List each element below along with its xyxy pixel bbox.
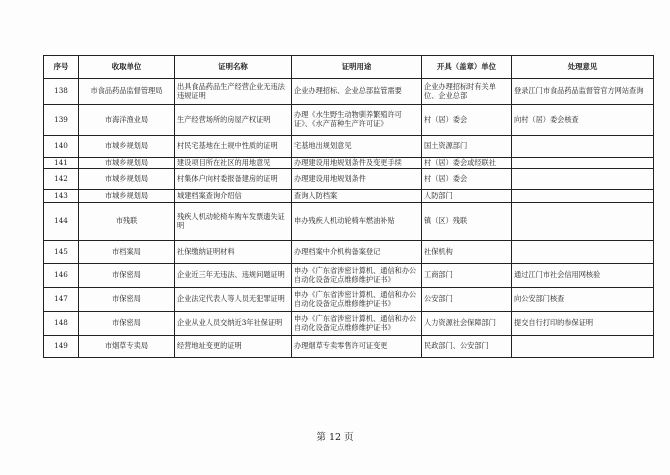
cell-opinion: 通过江门市社会信用网核验 [512,264,654,288]
cell-unit: 市档案局 [79,241,175,264]
cell-cert: 企业从业人员交纳近3年社保证明 [175,312,292,336]
cell-unit: 市食品药品监督管理局 [79,79,175,105]
cell-issuer: 人防部门 [422,190,512,203]
cell-issuer: 国土资源部门 [422,136,512,158]
header-unit: 收取单位 [79,56,175,79]
cell-opinion: 向村（居）委会核查 [512,105,654,136]
cell-use: 申办《广东省涉密计算机、通信和办公自动化设备定点维修维护证书》 [292,264,422,288]
cell-opinion [512,169,654,190]
page-number: 第 12 页 [316,432,354,443]
cell-opinion [512,136,654,158]
cell-unit: 市残联 [79,203,175,241]
table-row [44,105,654,136]
header-opinion: 处理意见 [512,56,654,79]
cell-issuer: 镇（区）残联 [422,203,512,241]
cell-unit: 市海洋渔业局 [79,105,175,136]
table-row [44,169,654,190]
table-row [44,158,654,169]
table-row [44,336,654,358]
cell-no: 147 [44,288,79,312]
cell-use: 办理建设用地规划条件 [292,169,422,190]
cell-opinion: 向公安部门核查 [512,288,654,312]
cell-use: 申办《广东省涉密计算机、通信和办公自动化设备定点维修维护证书》 [292,312,422,336]
cell-no: 144 [44,203,79,241]
cell-unit: 市城乡规划局 [79,169,175,190]
cell-no: 148 [44,312,79,336]
cell-use: 企业办理招标、企业总部监管需要 [292,79,422,105]
certificate-table [43,55,654,358]
cell-cert: 残疾人机动轮椅车购车发票遗失证明 [175,203,292,241]
cell-no: 141 [44,158,79,169]
cell-no: 140 [44,136,79,158]
cell-use: 申办《广东省涉密计算机、通信和办公自动化设备定点维修维护证书》 [292,288,422,312]
cell-issuer: 民政部门、公安部门 [422,336,512,358]
cell-use: 查询人防档案 [292,190,422,203]
cell-no: 138 [44,79,79,105]
cell-opinion [512,336,654,358]
table-row [44,264,654,288]
cell-opinion [512,190,654,203]
cell-use: 办理《水生野生动物驯养繁殖许可证》、《水产苗种生产许可证》 [292,105,422,136]
cell-opinion [512,241,654,264]
cell-use: 办理烟草专卖零售许可证变更 [292,336,422,358]
header-cert: 证明名称 [175,56,292,79]
cell-opinion [512,158,654,169]
cell-opinion: 登录江门市食品药品监督管官方网站查询 [512,79,654,105]
cell-issuer: 村（居）委会 [422,105,512,136]
cell-cert: 生产经营场所的房屋产权证明 [175,105,292,136]
cell-cert: 城建档案查询介绍信 [175,190,292,203]
cell-no: 149 [44,336,79,358]
table-header-row [44,56,654,79]
table-row [44,312,654,336]
cell-use: 办理档案中介机构备案登记 [292,241,422,264]
cell-unit: 市保密局 [79,312,175,336]
cell-cert: 村集体户向村委报备建房的证明 [175,169,292,190]
cell-issuer: 人力资源社会保障部门 [422,312,512,336]
cell-use: 宅基地出规划意见 [292,136,422,158]
cell-cert: 村民宅基地在土规中性质的证明 [175,136,292,158]
table-row [44,190,654,203]
cell-opinion: 提交自行打印的参保证明 [512,312,654,336]
cell-opinion [512,203,654,241]
cell-cert: 企业法定代表人等人员无犯罪证明 [175,288,292,312]
cell-unit: 市保密局 [79,264,175,288]
cell-use: 申办残疾人机动轮椅车燃油补贴 [292,203,422,241]
cell-cert: 社保缴纳证明材料 [175,241,292,264]
cell-issuer: 社保机构 [422,241,512,264]
cell-issuer: 村（居）委会或经联社 [422,158,512,169]
table-row [44,136,654,158]
header-issuer: 开具（盖章）单位 [422,56,512,79]
cell-no: 146 [44,264,79,288]
table-row [44,241,654,264]
cell-unit: 市城乡规划局 [79,190,175,203]
cell-no: 143 [44,190,79,203]
cell-use: 办理建设用地规划条件及变更手续 [292,158,422,169]
cell-no: 142 [44,169,79,190]
cell-no: 145 [44,241,79,264]
cell-unit: 市保密局 [79,288,175,312]
cell-issuer: 公安部门 [422,288,512,312]
cell-issuer: 企业办理招标时有关单位、企业总部 [422,79,512,105]
cell-unit: 市城乡规划局 [79,158,175,169]
table-row [44,79,654,105]
cell-cert: 建设项目所在社区的用地意见 [175,158,292,169]
cell-issuer: 工商部门 [422,264,512,288]
header-use: 证明用途 [292,56,422,79]
cell-unit: 市城乡规划局 [79,136,175,158]
table-row [44,288,654,312]
header-no: 序号 [44,56,79,79]
cell-cert: 经营地址变更的证明 [175,336,292,358]
cell-cert: 出具食品药品生产经营企业无违法违规证明 [175,79,292,105]
cell-unit: 市烟草专卖局 [79,336,175,358]
cell-issuer: 村（居）委会 [422,169,512,190]
table-row [44,203,654,241]
cell-no: 139 [44,105,79,136]
cell-cert: 企业近三年无违法、违规问题证明 [175,264,292,288]
